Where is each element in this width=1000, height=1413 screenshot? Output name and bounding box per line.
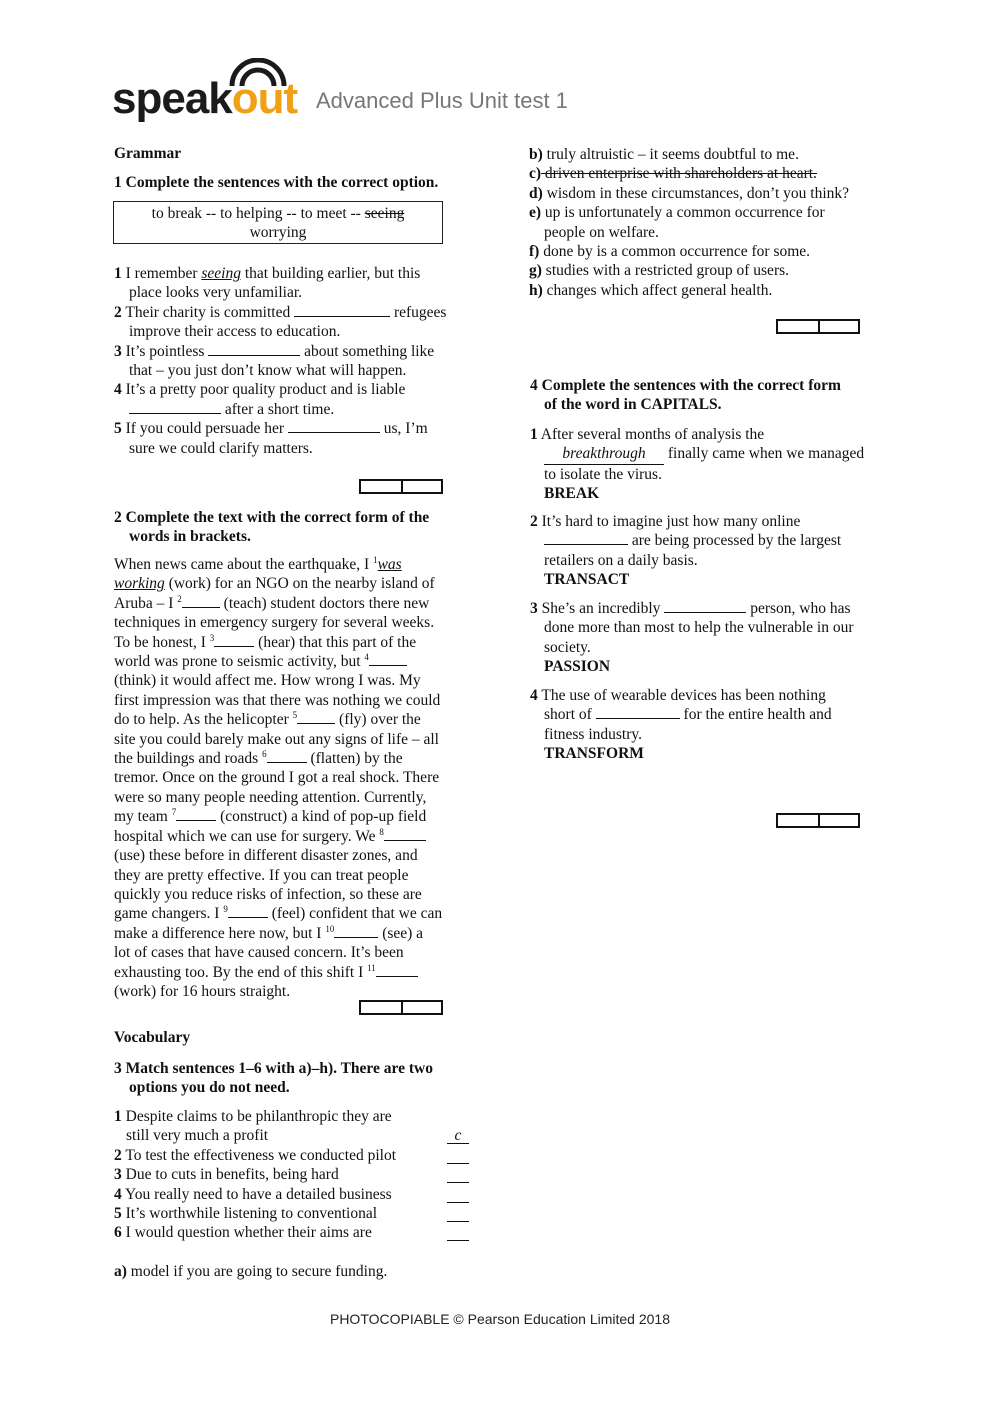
- option-item: a) model if you are going to secure funding.: [114, 1262, 388, 1280]
- answer-blank[interactable]: [208, 342, 300, 356]
- answer-blank[interactable]: [294, 303, 390, 317]
- ex4-item-4: 4 The use of wearable devices has been nothing short of for the entire health and fitness industry. TRANSFORM: [530, 686, 900, 764]
- list-item: 4 It’s a pretty poor quality product and is liable: [114, 381, 406, 399]
- answer-fill: seeing: [201, 265, 241, 282]
- list-item: 4 You really need to have a detailed business: [114, 1185, 474, 1204]
- score-box: [359, 1000, 443, 1015]
- capital-word: BREAK: [544, 485, 600, 503]
- answer-blank[interactable]: [288, 419, 380, 433]
- answer-blank[interactable]: [376, 963, 418, 977]
- ex4-item-3: 3 She’s an incredibly person, who has done more than most to help the vulnerable in our society. PASSION: [530, 599, 900, 677]
- word-box: to break -- to helping -- to meet -- seeing worrying: [113, 201, 443, 244]
- list-item: 6 I would question whether their aims are: [114, 1223, 474, 1242]
- answer-blank[interactable]: [129, 400, 221, 414]
- answer-fill: working: [114, 575, 165, 593]
- answer-blank[interactable]: [176, 807, 216, 821]
- vocabulary-heading: Vocabulary: [114, 1029, 191, 1046]
- ex1-instruction: 1 Complete the sentences with the correct option.: [114, 174, 439, 191]
- list-item: 5 It’s worthwhile listening to conventional: [114, 1204, 474, 1223]
- ex4-instruction: 4 Complete the sentences with the correct form of the word in CAPITALS.: [530, 377, 841, 414]
- option-item: h) changes which affect general health.: [529, 281, 773, 299]
- list-item: 2 Their charity is committed refugees: [114, 303, 447, 321]
- option-item: c) driven enterprise with shareholders at heart.: [529, 165, 817, 183]
- option-item: e) up is unfortunately a common occurrence for: [529, 204, 825, 222]
- match-answer[interactable]: [447, 1167, 469, 1183]
- match-answer[interactable]: [447, 1225, 469, 1241]
- answer-fill: was: [377, 556, 402, 573]
- answer-blank[interactable]: [596, 705, 680, 719]
- brand-wordmark: speakout: [112, 74, 298, 123]
- option-item: f) done by is a common occurrence for some.: [529, 243, 811, 261]
- ex4-item-1: 1 After several months of analysis the breakthrough finally came when we managed to isolate the virus. BREAK: [530, 425, 900, 504]
- capital-word: TRANSACT: [544, 571, 630, 589]
- answer-blank[interactable]: [544, 531, 628, 545]
- answer-blank[interactable]: [297, 710, 335, 724]
- capital-word: PASSION: [544, 658, 611, 676]
- match-answer[interactable]: [447, 1206, 469, 1222]
- answer-blank[interactable]: [384, 827, 426, 841]
- score-box: [776, 813, 860, 828]
- ex3-options: b) truly altruistic – it seems doubtful to me. c) driven enterprise with shareholders at heart. d) wisdom in these circumstances, don’t you think? e) up is unfortunately a common occurrence for people on welfare. f) done by is a common occurrence for some. g) studies with a restricted group of users. h) changes which affect general health.: [529, 145, 899, 300]
- list-item: 1 Despite claims to be philanthropic they are: [114, 1108, 392, 1125]
- ex2-text: When news came about the earthquake, I $^1$was working (work) for an NGO on the nearby island of Aruba – I $^2$ (teach) student doctors there new techniques in emergency surgery for several weeks. To be honest, I $^3$ (hear) that this part of the world was prone to seismic activity, but $^4$ (think) it would affect me. How wrong I was. My first impression was that there was nothing we could do to help. As the helicopter $^5$ (fly) over the site you could barely make out any signs of life – all the buildings and roads $^6$ (flatten) by the tremor. Once on the ground I got a real shock. There were so many people needing attention. Currently, my team $^7$ (construct) a kind of pop-up field hospital which we can use for surgery. We $^8$ (use) these before in different disaster zones, and they are pretty effective. If you can treat people quickly you reduce risks of infection, so these are game changers. I $^9$ (feel) confident that we can make a difference here now, but I $^{10}$ (see) a lot of cases that have caused concern. It’s been exhausting too. By the end of this shift I $^{11}$ (work) for 16 hours straight.: [114, 555, 443, 1000]
- answer-blank[interactable]: [214, 633, 254, 647]
- option-item: b) truly altruistic – it seems doubtful to me.: [529, 146, 799, 163]
- answer-blank[interactable]: [664, 599, 746, 613]
- ex4-item-2: 2 It’s hard to imagine just how many online are being processed by the largest retailers on a daily basis. TRANSACT: [530, 512, 900, 590]
- ex3-items: 1 Despite claims to be philanthropic they are still very much a profit c 2 To test the effectiveness we conducted pilot 3 Due to cuts in benefits, being hard 4 You really need to have a detailed business 5 It’s worthwhile listening to conventional 6 I would question whether their aims are a) model if you are going to secure funding.: [114, 1107, 474, 1281]
- answer-blank[interactable]: [182, 594, 220, 608]
- list-item: 2 To test the effectiveness we conducted pilot: [114, 1146, 474, 1165]
- list-item: 3 It’s pointless about something like: [114, 342, 435, 360]
- match-answer[interactable]: c: [447, 1128, 469, 1144]
- ex1-items: 1 I remember seeing that building earlier, but this place looks very unfamiliar. 2 Their charity is committed refugees improve their access to education. 3 It’s pointless about something like that – you just don’t know what will happen. 4 It’s a pretty poor quality product and is liable after a short time. 5 If you could persuade her us, I’m sure we could clarify matters.: [114, 264, 474, 458]
- answer-blank[interactable]: [267, 749, 307, 763]
- option-item: g) studies with a restricted group of users.: [529, 262, 790, 280]
- answer-fill: breakthrough: [544, 444, 664, 464]
- grammar-heading: Grammar: [114, 145, 182, 162]
- speakout-logo: [112, 58, 592, 124]
- match-answer[interactable]: [447, 1187, 469, 1203]
- capital-word: TRANSFORM: [544, 745, 644, 763]
- score-box: [776, 319, 860, 334]
- answer-blank[interactable]: [334, 924, 378, 938]
- page-title: Advanced Plus Unit test 1: [316, 88, 568, 113]
- answer-blank[interactable]: [369, 652, 407, 666]
- ex3-instruction: 3 Match sentences 1–6 with a)–h). There are two options you do not need.: [114, 1060, 433, 1097]
- footer-copyright: PHOTOCOPIABLE © Pearson Education Limited 2018: [329, 1311, 670, 1327]
- struck-word: seeing: [364, 205, 405, 222]
- ex2-instruction: 2 Complete the text with the correct form of the words in brackets.: [114, 509, 430, 546]
- list-item: 1 I remember seeing that building earlier, but this: [114, 265, 421, 282]
- list-item: 5 If you could persuade her us, I’m: [114, 420, 428, 438]
- match-answer[interactable]: [447, 1148, 469, 1164]
- answer-blank[interactable]: [228, 904, 268, 918]
- list-item: 3 Due to cuts in benefits, being hard: [114, 1165, 474, 1184]
- score-box: [359, 479, 443, 494]
- option-item: d) wisdom in these circumstances, don’t you think?: [529, 184, 850, 202]
